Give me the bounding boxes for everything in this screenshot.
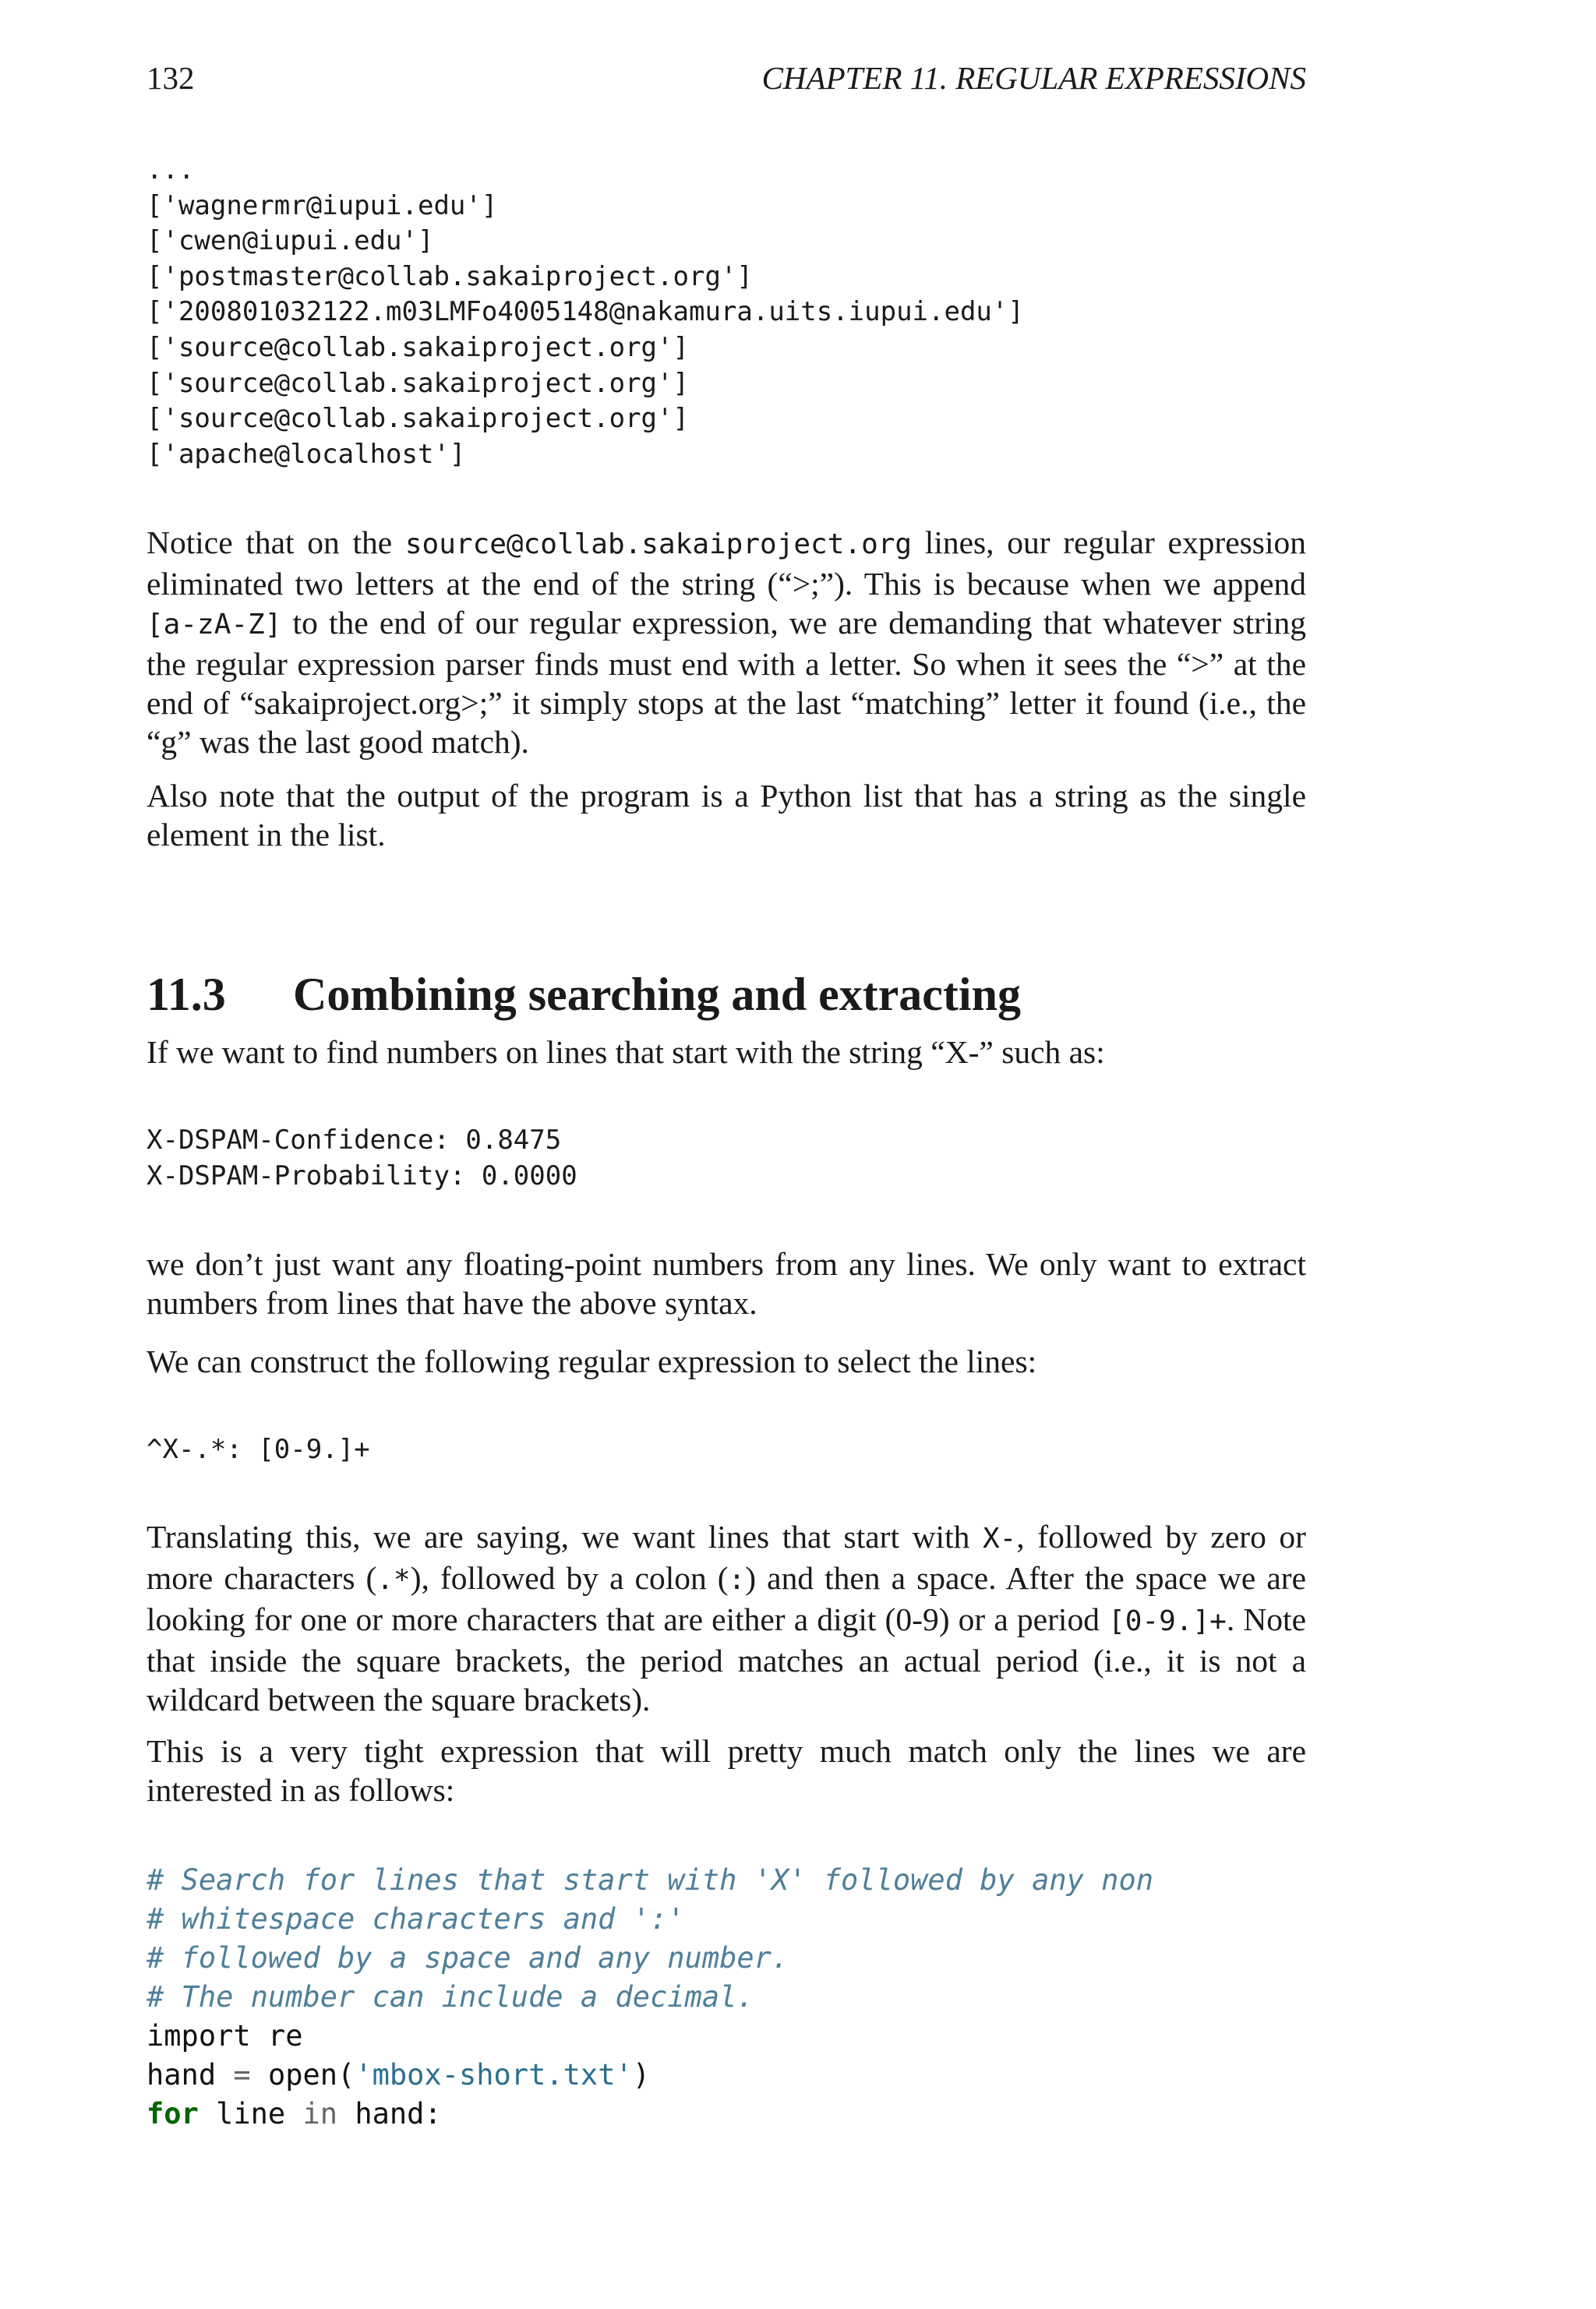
inline-code: .* xyxy=(376,1564,411,1596)
code-line-for: for line in hand: xyxy=(147,2097,442,2131)
output-line: ['source@collab.sakaiproject.org'] xyxy=(147,331,689,363)
paragraph-floating-point: we don’t just want any floating-point numbers from any lines. We only want to extract numbers from lines that have the above syntax. xyxy=(147,1246,1306,1321)
inline-code: source@collab.sakaiproject.org xyxy=(404,528,913,560)
keyword-for: for xyxy=(147,2097,199,2131)
paragraph-notice: Notice that on the source@collab.sakaiproject.org lines, our regular expression eliminated two letters at the end of the string (“>;”). This is because when we append [a-zA-Z] to the end of our regular expression, we are demanding that whatever string the regular expression parser finds must end with a letter. So when it sees the “>” at the end of “sakaiproject.org>;” it simply stops at the last “matching” letter it found (i.e., the “g” was the last good match). xyxy=(147,524,1306,760)
regex-line: ^X-.*: [0-9.]+ xyxy=(147,1434,370,1465)
paragraph-also-note: Also note that the output of the program is a Python list that has a string as the single element in the list. xyxy=(147,778,1306,853)
paragraph-translating: Translating this, we are saying, we want lines that start with X-, followed by zero or more characters (.*), followed by a colon (:) and then a space. After the space we are looking for one or more characters that are either a digit (0-9) or a period [0-9.]+. Note that inside the square brackets, the period matches an actual period (i.e., it is not a wildcard between the square brackets). xyxy=(147,1519,1306,1718)
running-header xyxy=(147,56,1306,100)
code-comment: # followed by a space and any number. xyxy=(147,1941,789,1975)
code-line-import: import re xyxy=(147,2019,303,2053)
code-comment: # The number can include a decimal. xyxy=(147,1980,754,2014)
section-title: Combining searching and extracting xyxy=(293,968,1021,1020)
sample-line: X-DSPAM-Probability: 0.0000 xyxy=(147,1160,577,1192)
paragraph-intro: If we want to find numbers on lines that start with the string “X-” such as: xyxy=(147,1034,1105,1070)
output-line: ['wagnermr@iupui.edu'] xyxy=(147,189,498,221)
output-line: ['apache@localhost'] xyxy=(147,438,466,470)
output-line: ['cwen@iupui.edu'] xyxy=(147,225,434,257)
chapter-title: CHAPTER 11. REGULAR EXPRESSIONS xyxy=(761,60,1306,96)
inline-code: : xyxy=(728,1564,746,1596)
section-number: 11.3 xyxy=(147,968,226,1020)
page-number: 132 xyxy=(147,60,195,96)
program-output xyxy=(147,153,1315,472)
output-line: ['postmaster@collab.sakaiproject.org'] xyxy=(147,260,753,292)
paragraph-tight: This is a very tight expression that will pretty much match only the lines we are interested in as follows: xyxy=(147,1733,1306,1808)
section-heading xyxy=(147,963,1306,1026)
output-line: ['source@collab.sakaiproject.org'] xyxy=(147,403,689,435)
keyword-import: import xyxy=(147,2019,251,2053)
code-comment: # whitespace characters and ':' xyxy=(147,1902,685,1936)
inline-code: X- xyxy=(982,1523,1017,1555)
operator: = xyxy=(233,2058,251,2092)
sample-line: X-DSPAM-Confidence: 0.8475 xyxy=(147,1124,562,1156)
code-comment: # Search for lines that start with 'X' followed by any non xyxy=(147,1863,1154,1897)
inline-code: [0-9.]+ xyxy=(1108,1605,1227,1637)
output-line: ['200801032122.m03LMFo4005148@nakamura.uits.iupui.edu'] xyxy=(147,296,1024,328)
output-line: ... xyxy=(147,154,195,185)
regex-example xyxy=(147,1432,1315,1468)
code-line-open: hand = open('mbox-short.txt') xyxy=(147,2058,651,2092)
string-literal: 'mbox-short.txt' xyxy=(355,2058,633,2092)
sample-lines xyxy=(147,1123,1315,1194)
python-listing xyxy=(147,1861,1315,2134)
keyword-in: in xyxy=(302,2097,338,2131)
paragraph-construct: We can construct the following regular expression to select the lines: xyxy=(147,1343,1037,1379)
inline-code: [a-zA-Z] xyxy=(147,609,282,641)
output-line: ['source@collab.sakaiproject.org'] xyxy=(147,367,689,399)
